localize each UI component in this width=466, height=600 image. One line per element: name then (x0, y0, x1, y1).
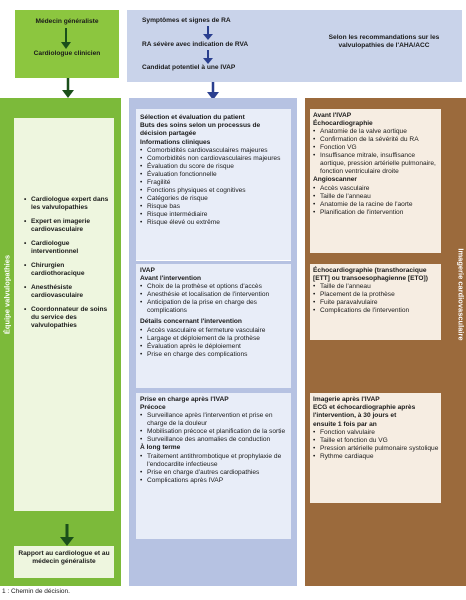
center-sec2-item1-1: • Anesthésie et localisation de l'intervention (140, 291, 288, 299)
center-sec2-sub2: Détails concernant l'intervention (140, 318, 242, 326)
right-sec1-item1-2: • Fonction VG (313, 144, 440, 152)
right-sec1-item2-2: • Anatomie de la racine de l'aorte (313, 201, 440, 209)
center-sec1-item-3: • Évaluation fonctionnelle (140, 171, 288, 179)
top-left-line1: Médecin généraliste (35, 18, 99, 25)
left-items (24, 196, 114, 330)
top-center-line2: RA sévère avec indication de RVA (142, 41, 249, 48)
center-sec3-title: Prise en charge après l'IVAP (140, 396, 229, 403)
top-center-line3: Candidat potentiel à une IVAP (142, 64, 236, 71)
center-sec1-item-2: • Évaluation du score de risque (140, 163, 288, 171)
right-sec1-sub2: Angioscanner (313, 176, 357, 184)
center-sec2-content (140, 267, 288, 359)
center-sec1-item-9: • Risque élevé ou extrême (140, 219, 288, 227)
figure-caption: 1 : Chemin de décision. (2, 588, 70, 595)
center-sec2-item1-2: • Anticipation de la prise en charge des complications (140, 299, 288, 315)
center-sec2-sub1: Avant l'intervention (140, 275, 202, 283)
right-sec2-content (313, 267, 440, 315)
right-sec3-content (313, 396, 440, 461)
center-sec2-item1-0: • Choix de la prothèse et options d'accès (140, 283, 288, 291)
right-sec3-item-1: • Taille et fonction du VG (313, 437, 440, 445)
top-left-line2: Cardiologue clinicien (33, 50, 101, 57)
left-bottom-text: Rapport au cardiologue et au médecin généraliste (18, 550, 110, 566)
center-sec1-sub1: Buts des soins selon un processus de décision partagée (140, 122, 261, 138)
center-sec2-item2-2: • Évaluation après le déploiement (140, 343, 288, 351)
arrow-left-top (60, 28, 72, 50)
right-sec1-item2-3: • Planification de l'intervention (313, 209, 440, 217)
right-sec1-content (313, 112, 440, 217)
left-vertical-label: Équipe valvulopathies (2, 254, 12, 335)
right-sec3-title: Imagerie après l'IVAP (313, 396, 380, 403)
right-sec1-item1-3: • Insuffisance mitrale, insuffisance aortique, pression artérielle pulmonaire, fonction ventriculaire droite (313, 152, 440, 176)
left-item-3: • Chirurgien cardiothoracique (24, 262, 114, 278)
center-sec3-content (140, 396, 288, 485)
center-divider-1 (136, 260, 291, 261)
center-sec3-item1-0: • Surveillance après l'intervention et prise en charge de la douleur (140, 412, 288, 428)
center-sec1-item-6: • Catégories de risque (140, 195, 288, 203)
left-item-1: • Expert en imagerie cardiovasculaire (24, 218, 114, 234)
top-right-text: Selon les recommandations sur les valvulopathies de l'AHA/ACC (328, 34, 440, 50)
left-item-2: • Cardiologue interventionnel (24, 240, 114, 256)
right-sec1-item1-1: • Confirmation de la sévérité du RA (313, 136, 440, 144)
center-sec2-title: IVAP (140, 267, 155, 274)
right-sec3-item-3: • Rythme cardiaque (313, 453, 440, 461)
right-sec1-title: Avant l'IVAP (313, 112, 352, 119)
center-sec3-item1-1: • Mobilisation précoce et planification de la sortie (140, 428, 288, 436)
center-sec3-sub1: Précoce (140, 404, 166, 412)
right-sec3-item-0: • Fonction valvulaire (313, 429, 440, 437)
center-sec2-item2-0: • Accès vasculaire et fermeture vasculaire (140, 327, 288, 335)
center-sec3-item1-2: • Surveillance des anomalies de conduction (140, 436, 288, 444)
center-sec2-item2-1: • Largage et déploiement de la prothèse (140, 335, 288, 343)
right-sec2-item-2: • Fuite paravalvulaire (313, 299, 440, 307)
center-sec1-item-5: • Fonctions physiques et cognitives (140, 187, 288, 195)
right-sec2-item-1: • Placement de la prothèse (313, 291, 440, 299)
center-sec3-item2-1: • Prise en charge d'autres cardiopathies (140, 469, 288, 477)
center-sec1-title: Sélection et évaluation du patient (140, 114, 245, 121)
center-sec3-item2-2: • Complications après IVAP (140, 477, 288, 485)
center-sec1-item-8: • Risque intermédiaire (140, 211, 288, 219)
arrow-left-down (62, 78, 74, 98)
center-sec2-item2-3: • Prise en charge des complications (140, 351, 288, 359)
arrow-left-bottom (60, 524, 74, 546)
left-item-5: • Coordonnateur de soins du service des valvulopathies (24, 306, 114, 330)
right-sec2-item-0: • Taille de l'anneau (313, 283, 440, 291)
center-sec3-sub2: À long terme (140, 444, 181, 452)
left-item-4: • Anesthésiste cardiovasculaire (24, 284, 114, 300)
arrow-center-top-1 (202, 26, 214, 41)
center-sec1-item-0: • Comorbidités cardiovasculaires majeures (140, 147, 288, 155)
center-sec1-sub2: Informations cliniques (140, 138, 211, 146)
right-sec2-item-3: • Complications de l'intervention (313, 307, 440, 315)
center-sec1-content (140, 114, 288, 227)
right-sec1-item1-0: • Anatomie de la valve aortique (313, 128, 440, 136)
arrow-center-top-2 (202, 50, 214, 65)
right-sec1-item2-0: • Accès vasculaire (313, 185, 440, 193)
right-sec1-sub1: Échocardiographie (313, 120, 373, 128)
center-sec3-item2-0: • Traitement antithrombotique et prophylaxie de l'endocardite infectieuse (140, 453, 288, 469)
right-sec3-sub: ECG et échocardiographie après l'intervention, à 30 jours et ensuite 1 fois par an (313, 404, 416, 428)
right-sec2-title: Échocardiographie (transthoracique [ETT] ou transoesophagienne [ETO]) (313, 267, 428, 283)
center-sec1-item-7: • Risque bas (140, 203, 288, 211)
center-sec1-item-4: • Fragilité (140, 179, 288, 187)
right-sec3-item-2: • Pression artérielle pulmonaire systolique (313, 445, 440, 453)
right-vertical-label: Imagerie cardiovasculaire (456, 248, 466, 341)
top-center-line1: Symptômes et signes de RA (142, 17, 231, 24)
left-item-0: • Cardiologue expert dans les valvulopathies (24, 196, 114, 212)
center-sec1-item-1: • Comorbidités non cardiovasculaires majeures (140, 155, 288, 163)
right-sec1-item2-1: • Taille de l'anneau (313, 193, 440, 201)
